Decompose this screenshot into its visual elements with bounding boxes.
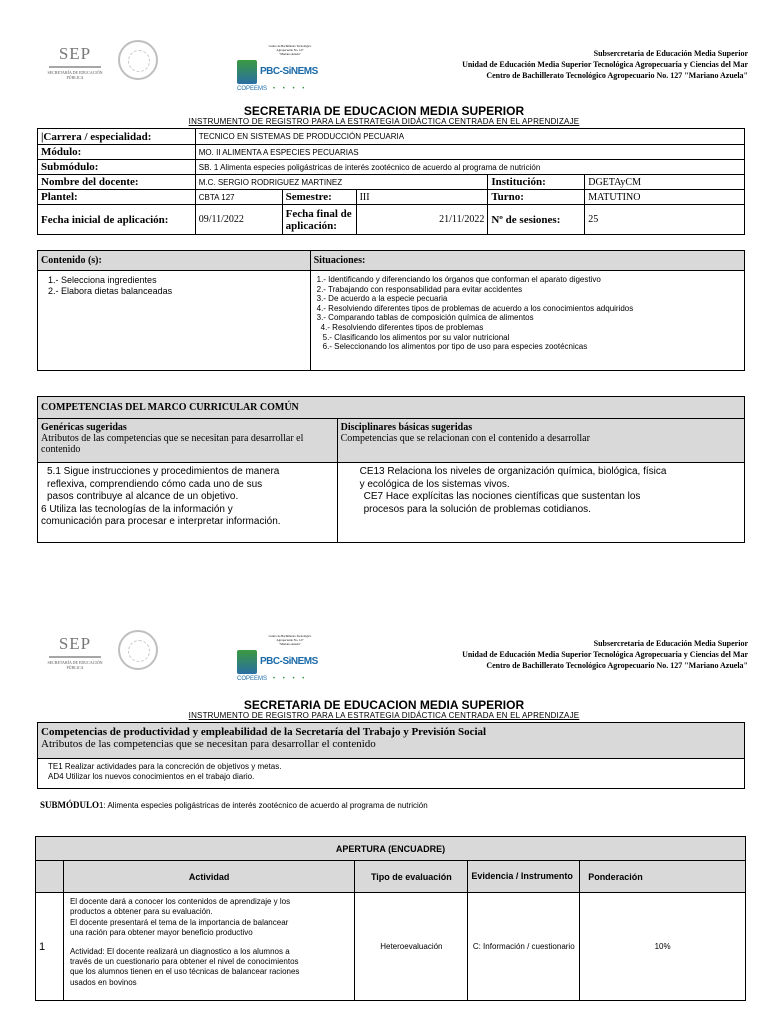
contenido-table <box>37 250 745 371</box>
semestre-value: III <box>356 190 488 205</box>
carrera-label: |Carrera / especialidad: <box>38 129 196 145</box>
situacion-item: 6.- Seleccionando los alimentos por tipo de uso para especies zootécnicas <box>322 342 588 352</box>
row-evidencia: C: Información / cuestionario <box>468 893 580 1001</box>
disciplinares-title: Disciplinares básicas sugeridas <box>340 422 473 433</box>
contenido-item: 2.- Elabora dietas balanceadas <box>48 286 173 296</box>
semestre-label: Semestre: <box>282 190 356 205</box>
document-subtitle: INSTRUMENTO DE REGISTRO PARA LA ESTRATEGIA DIDÁCTICA CENTRADA EN EL APRENDIZAJE <box>188 117 580 126</box>
genericas-text: 5.1 Sigue instrucciones y procedimientos de manera reflexiva, comprendiendo cómo cada uno de sus pasos contribuye al alcance de un objetivo. 6 Utiliza las tecnologías de la información y comunicación para procesar e interpretar información. <box>38 463 338 543</box>
competencias-table <box>37 396 745 543</box>
mexico-seal-icon <box>118 630 158 670</box>
pbc-sinems-logo: Centro de Bachillerato Tecnológico Agropecuario No. 127 "Mariano Azuela" PBC-SiNEMS COPEEMS • • • • <box>237 634 318 682</box>
submodulo-line: SUBMÓDULO1: Alimenta especies poligástricas de interés zootécnico de acuerdo al programa de nutrición <box>40 800 428 810</box>
institucion-label: Institución: <box>488 175 585 190</box>
docente-label: Nombre del docente: <box>38 175 196 190</box>
productividad-subtitle: Atributos de las competencias que se necesitan para desarrollar el contenido <box>41 738 376 750</box>
modulo-value: MO. II ALIMENTA A ESPECIES PECUARIAS <box>195 145 744 160</box>
situacion-item: 3.- De acuerdo a la especie pecuaria <box>316 294 448 304</box>
page-header <box>0 38 768 108</box>
col-actividad: Actividad <box>63 861 354 893</box>
page-header-2 <box>0 628 768 698</box>
sesiones-label: Nº de sesiones: <box>488 205 585 235</box>
sep-logo-subtitle: SECRETARÍA DE EDUCACIÓN PÚBLICA <box>47 70 103 80</box>
plantel-label: Plantel: <box>38 190 196 205</box>
document-subtitle-2: INSTRUMENTO DE REGISTRO PARA LA ESTRATEGIA DIDÁCTICA CENTRADA EN EL APRENDIZAJE <box>188 711 580 720</box>
situacion-item: 5.- Clasificando los alimentos por su valor nutricional <box>322 332 510 342</box>
apertura-title: APERTURA (ENCUADRE) <box>36 837 746 861</box>
productividad-title: Competencias de productividad y empleabilidad de la Secretaría del Trabajo y Previsión Social <box>41 726 487 738</box>
row-tipo: Heteroevaluación <box>355 893 468 1001</box>
submodulo-label: Submódulo: <box>38 160 196 175</box>
document-title: SECRETARIA DE EDUCACION MEDIA SUPERIOR <box>243 104 525 118</box>
row-actividad: El docente dará a conocer los contenidos de aprendizaje y los productos a obtener para su evaluación. El docente presentará el tema de la importancia de balancear una ración para obtener mayor beneficio productivo Actividad: El docente realizará un diagnostico a los alumnos a través de un cuestionario para obtener el nivel de conocimientos que los alumnos tienen en el uso técnicas de balancear raciones usados en bovinos <box>63 893 354 1001</box>
book-icon <box>237 650 257 674</box>
fecha-inicial-value: 09/11/2022 <box>195 205 282 235</box>
genericas-subtitle: Atributos de las competencias que se necesitan para desarrollar el contenido <box>41 433 304 455</box>
sesiones-value: 25 <box>585 205 745 235</box>
fecha-final-value: 21/11/2022 <box>356 205 488 235</box>
disciplinares-text: CE13 Relaciona los niveles de organización química, biológica, física y ecológica de los sistemas vivos. CE7 Hace explícitas las nociones científicas que sustentan los procesos para la solución de problemas cotidianos. <box>337 463 744 543</box>
productividad-item: TE1 Realizar actividades para la concreción de objetivos y metas. <box>48 762 282 771</box>
productividad-table <box>37 722 745 789</box>
institucion-value: DGETAyCM <box>585 175 745 190</box>
situaciones-header: Situaciones: <box>310 251 744 271</box>
carrera-value: TECNICO EN SISTEMAS DE PRODUCCIÓN PECUARIA <box>195 129 744 145</box>
col-ponderacion: Ponderación <box>580 861 746 893</box>
plantel-value: CBTA 127 <box>195 190 282 205</box>
sep-logo <box>45 44 105 80</box>
mexico-seal-icon <box>118 40 158 80</box>
situacion-item: 1.- Identificando y diferenciando los órganos que conforman el aparato digestivo <box>316 275 601 284</box>
table-row <box>36 893 746 1001</box>
situacion-item: 2.- Trabajando con responsabilidad para evitar accidentes <box>316 284 523 294</box>
contenido-list <box>38 271 311 371</box>
genericas-title: Genéricas sugeridas <box>41 422 127 433</box>
document-title-2: SECRETARIA DE EDUCACION MEDIA SUPERIOR <box>243 698 525 712</box>
info-table <box>37 128 745 235</box>
col-evidencia: Evidencia / Instrumento <box>468 861 580 893</box>
sep-logo: SEP SECRETARÍA DE EDUCACIÓN PÚBLICA <box>47 634 103 670</box>
competencias-title: COMPETENCIAS DEL MARCO CURRICULAR COMÚN <box>38 397 745 419</box>
col-tipo-evaluacion: Tipo de evaluación <box>355 861 468 893</box>
fecha-inicial-label: Fecha inicial de aplicación: <box>38 205 196 235</box>
contenido-item: 1.- Selecciona ingredientes <box>48 275 157 285</box>
situaciones-list <box>310 271 744 371</box>
turno-label: Turno: <box>488 190 585 205</box>
institution-lines: Subsercretaria de Educación Media Superior Unidad de Educación Media Superior Tecnológica Agropecuaria y Ciencias del Mar Centro de Bachillerato Tecnológico Agropecuario No. 127 "Mariano Azuela" <box>462 639 748 670</box>
contenido-header: Contenido (s): <box>38 251 311 271</box>
sep-logo-word: SEP <box>58 44 92 63</box>
situacion-item: 4.- Resolviendo diferentes tipos de problemas de acuerdo a los conocimientos adquiridos <box>316 303 634 313</box>
row-ponderacion: 10% <box>580 893 746 1001</box>
pbc-sinems-logo: Centro de Bachillerato Tecnológico Agropecuario No. 127 "Mariano Azuela" PBC-SiNEMS COPEEMS • • • • <box>237 44 318 92</box>
situacion-item: 3.- Comparando tablas de composición química de alimentos <box>316 313 534 323</box>
docente-value: M.C. SERGIO RODRIGUEZ MARTINEZ <box>195 175 488 190</box>
situacion-item: 4.- Resolviendo diferentes tipos de problemas <box>320 322 484 332</box>
apertura-table <box>35 836 746 1001</box>
row-number: 1 <box>36 893 64 1001</box>
turno-value: MATUTINO <box>585 190 745 205</box>
book-icon <box>237 60 257 84</box>
productividad-list <box>38 759 745 789</box>
disciplinares-subtitle: Competencias que se relacionan con el contenido a desarrollar <box>340 433 590 444</box>
institution-lines: Subsercretaria de Educación Media Superior Unidad de Educación Media Superior Tecnológica Agropecuaria y Ciencias del Mar Centro de Bachillerato Tecnológico Agropecuario No. 127 "Mariano Azuela" <box>462 49 748 80</box>
submodulo-value: SB. 1 Alimenta especies poligástricas de interés zootécnico de acuerdo al programa de nutrición <box>195 160 744 175</box>
modulo-label: Módulo: <box>38 145 196 160</box>
fecha-final-label: Fecha final de aplicación: <box>282 205 356 235</box>
productividad-item: AD4 Utilizar los nuevos conocimientos en el trabajo diario. <box>48 771 255 781</box>
